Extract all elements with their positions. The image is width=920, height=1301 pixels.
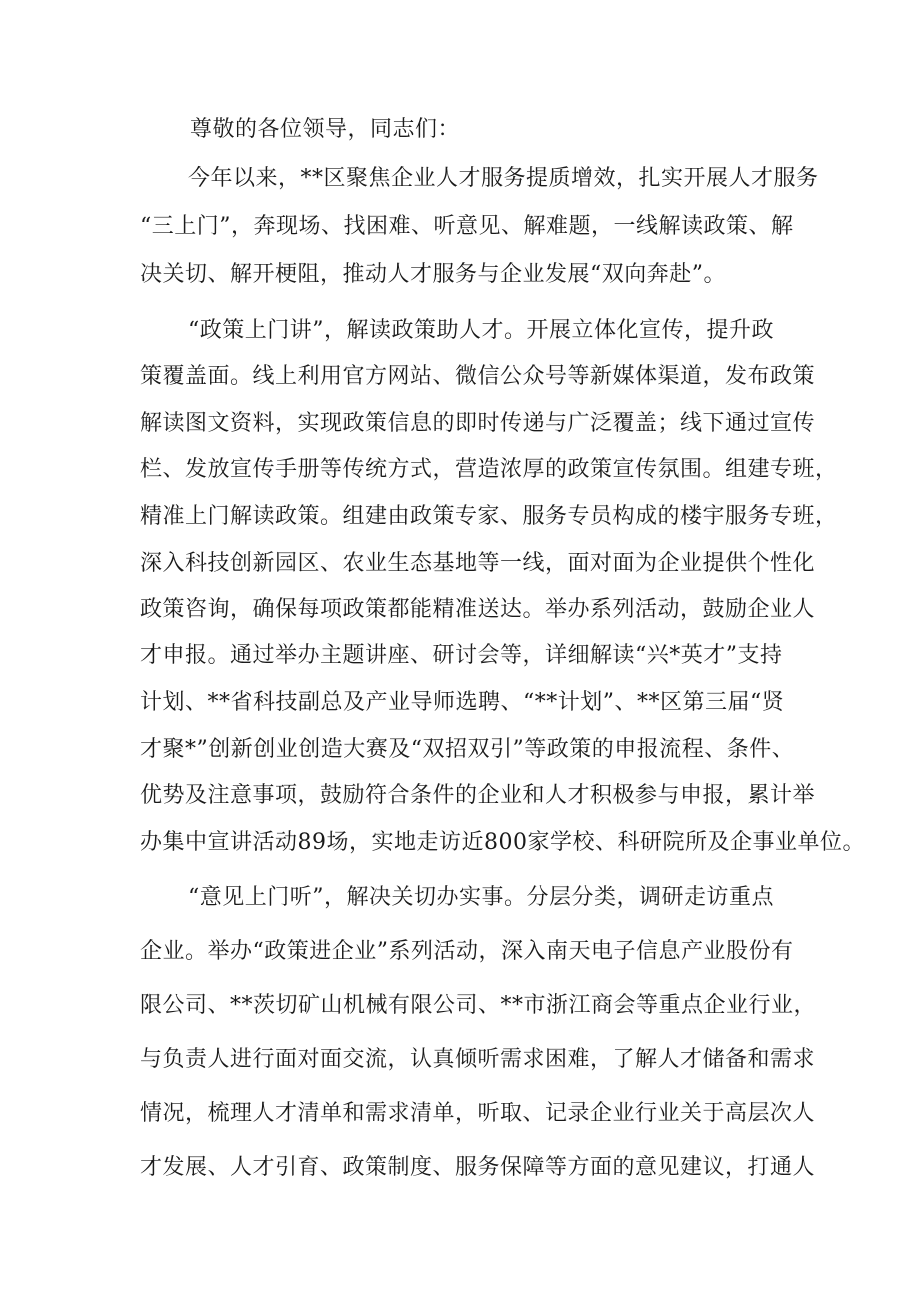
text-line: 栏、发放宣传手册等传统方式，营造浓厚的政策宣传氛围。组建专班， <box>140 457 838 482</box>
greeting: 尊敬的各位领导，同志们： <box>190 117 461 142</box>
text-line: 企业。举办“政策进企业”系列活动，深入南天电子信息产业股份有 <box>140 939 794 964</box>
text-line: 解读图文资料，实现政策信息的即时传递与广泛覆盖；线下通过宣传 <box>140 411 816 436</box>
text-line: 才聚*”创新创业创造大赛及“双招双引”等政策的申报流程、条件、 <box>140 737 795 762</box>
text-line: 政策咨询，确保每项政策都能精准送达。举办系列活动，鼓励企业人 <box>140 597 816 622</box>
text-line: 办集中宣讲活动89场，实地走访近800家学校、科研院所及企事业单位。 <box>140 830 865 855</box>
text-line: 限公司、**茨切矿山机械有限公司、**市浙江商会等重点企业行业， <box>140 993 817 1018</box>
text-line: 决关切、解开梗阻，推动人才服务与企业发展“双向奔赴”。 <box>140 262 726 287</box>
text-line: 优势及注意事项，鼓励符合条件的企业和人才积极参与申报，累计举 <box>140 783 816 808</box>
text-line: 计划、**省科技副总及产业导师选聘、“**计划”、**区第三届“贤 <box>140 690 785 715</box>
text-line: “意见上门听”，解决关切办实事。分层分类，调研走访重点 <box>188 885 774 910</box>
text-line: 情况，梳理人才清单和需求清单，听取、记录企业行业关于高层次人 <box>140 1101 816 1126</box>
text-line: “三上门”，奔现场、找困难、听意见、解难题，一线解读政策、解 <box>140 214 794 239</box>
text-line: 才发展、人才引育、政策制度、服务保障等方面的意见建议，打通人 <box>140 1155 816 1180</box>
text-line: 今年以来，**区聚焦企业人才服务提质增效，扎实开展人才服务 <box>188 166 819 191</box>
text-line: 才申报。通过举办主题讲座、研讨会等，详细解读“兴*英才”支持 <box>140 643 783 668</box>
text-line: 策覆盖面。线上利用官方网站、微信公众号等新媒体渠道，发布政策 <box>140 364 816 389</box>
text-line: 与负责人进行面对面交流，认真倾听需求困难，了解人才储备和需求 <box>140 1047 816 1072</box>
text-line: 精准上门解读政策。组建由政策专家、服务专员构成的楼宇服务专班， <box>140 504 838 529</box>
text-line: “政策上门讲”，解读政策助人才。开展立体化宣传，提升政 <box>188 318 774 343</box>
text-line: 深入科技创新园区、农业生态基地等一线，面对面为企业提供个性化 <box>140 551 816 576</box>
